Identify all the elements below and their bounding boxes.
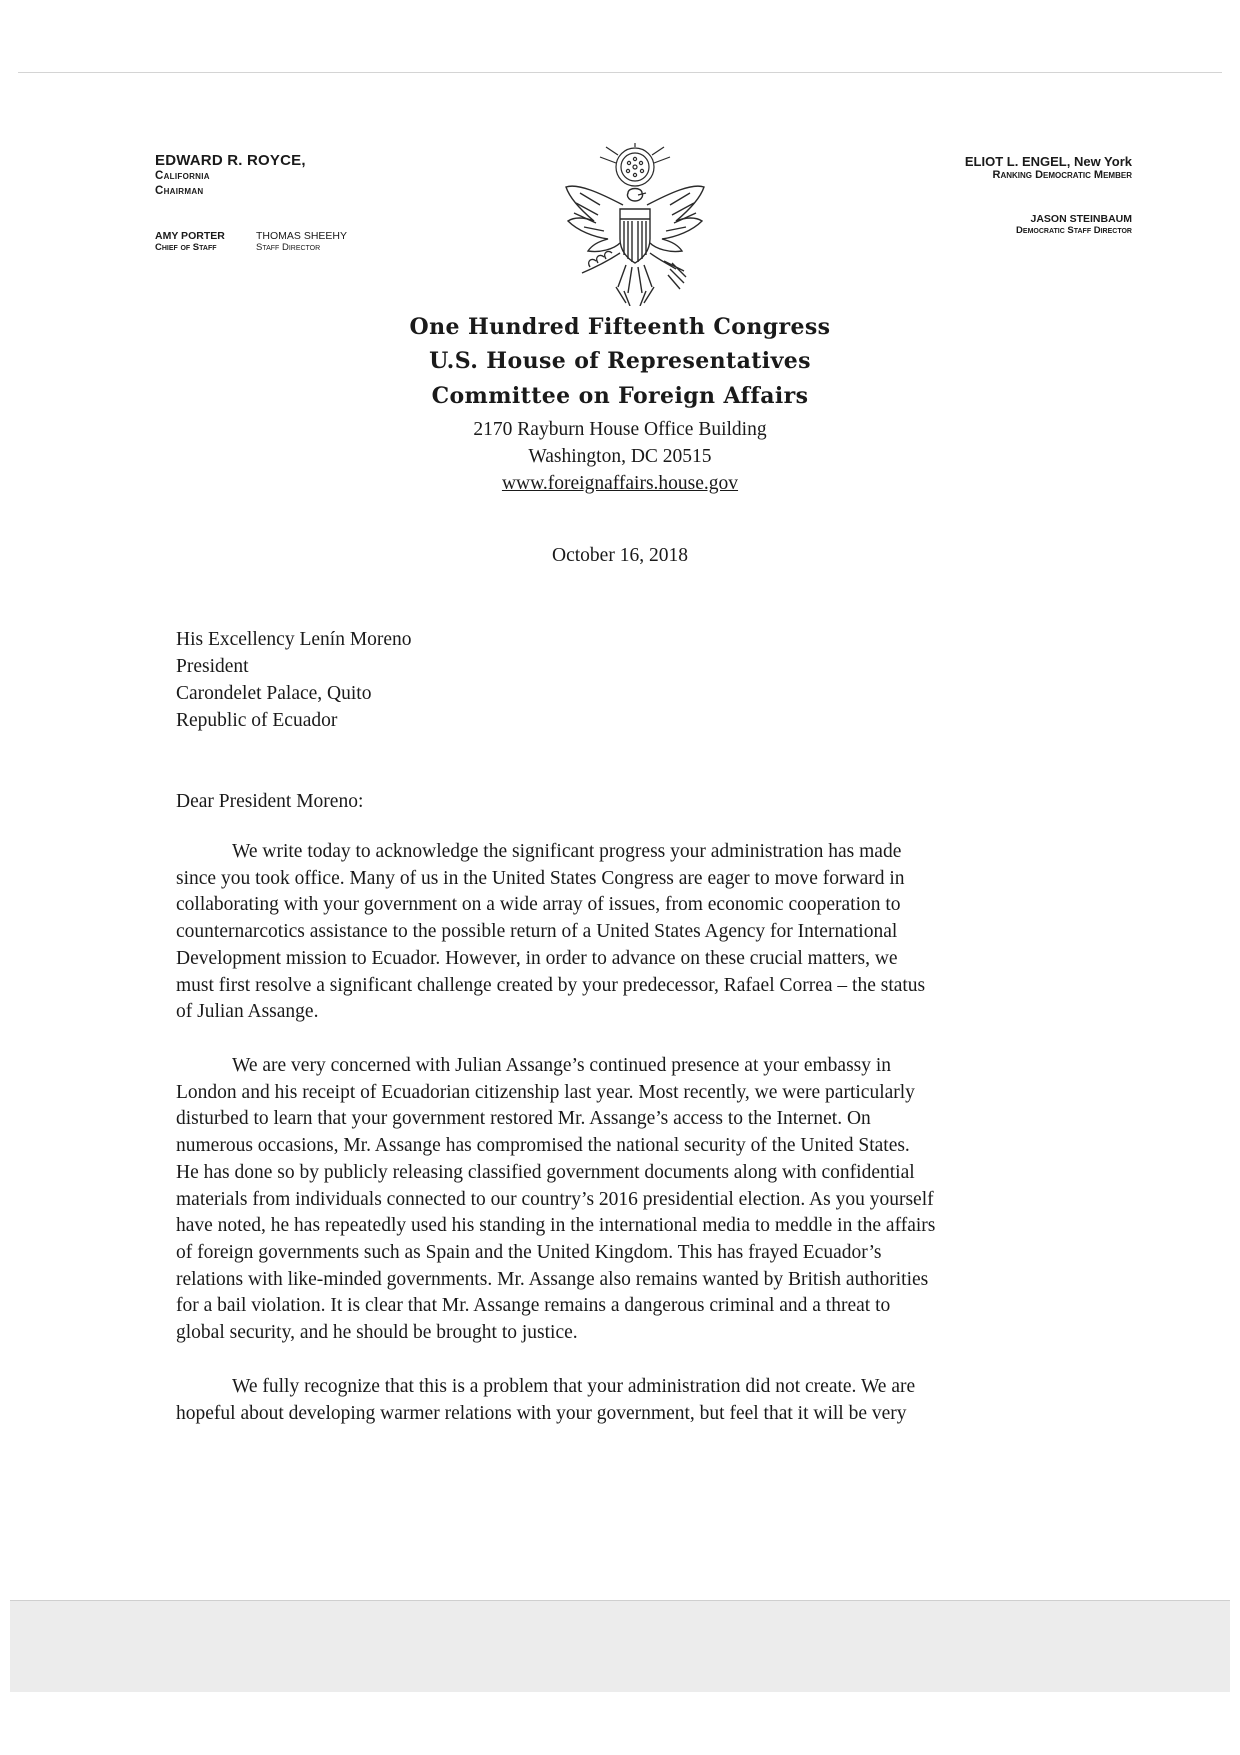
chairman-state: California — [155, 170, 210, 182]
paragraph-line: numerous occasions, Mr. Assange has compromised the national security of the United States. — [176, 1135, 910, 1157]
recipient-line: Republic of Ecuador — [176, 710, 338, 731]
paragraph-line: global security, and he should be brought to justice. — [176, 1322, 578, 1344]
committee-title: Committee on Foreign Affairs — [431, 383, 809, 409]
house-title: U.S. House of Representatives — [429, 348, 811, 374]
paragraph-line: We fully recognize that this is a problem that your administration did not create. We are — [232, 1376, 916, 1397]
paragraph-line: He has done so by publicly releasing classified government documents along with confidential — [176, 1161, 915, 1183]
staff-chief-of-staff — [155, 230, 225, 253]
recipient-line: President — [176, 656, 249, 677]
staff-role: Staff Director — [256, 242, 321, 253]
paragraph-line: disturbed to learn that your government restored Mr. Assange’s access to the Internet. On — [176, 1108, 871, 1130]
staff-name: JASON STEINBAUM — [1030, 213, 1132, 225]
website-link[interactable]: www.foreignaffairs.house.gov — [501, 473, 739, 494]
paragraph-line: must first resolve a significant challenge created by your predecessor, Rafael Correa – the status — [176, 974, 926, 996]
paragraph-line: We are very concerned with Julian Assange’s continued presence at your embassy in — [232, 1055, 892, 1076]
paragraph-line: since you took office. Many of us in the United States Congress are eager to move forward in — [176, 867, 905, 889]
paragraph-line: hopeful about developing warmer relations with your government, but feel that it will be very — [176, 1402, 907, 1424]
paragraph-line: for a bail violation. It is clear that Mr. Assange remains a dangerous criminal and a threat to — [176, 1295, 891, 1317]
salutation: Dear President Moreno: — [176, 791, 364, 812]
staff-name: THOMAS SHEEHY — [256, 230, 348, 242]
body-paragraph-3 — [176, 1374, 1076, 1427]
address-line-2: Washington, DC 20515 — [528, 446, 712, 467]
ranking-member-block — [965, 154, 1132, 181]
chairman-name: EDWARD R. ROYCE, — [155, 152, 306, 169]
paragraph-line: Development mission to Ecuador. However, in order to advance on these crucial matters, we — [176, 947, 898, 969]
paragraph-line: London and his receipt of Ecuadorian citizenship last year. Most recently, we were particularly — [176, 1081, 915, 1103]
ranking-member-title: Ranking Democratic Member — [992, 169, 1132, 181]
paragraph-line: relations with like-minded governments. Mr. Assange also remains wanted by British authorities — [176, 1268, 929, 1290]
paragraph-line: have noted, he has repeatedly used his standing in the international media to meddle in the affairs — [176, 1215, 936, 1237]
ranking-member-name: ELIOT L. ENGEL, New York — [964, 154, 1132, 169]
paragraph-line: counternarcotics assistance to the possible return of a United States Agency for International — [176, 921, 898, 943]
chairman-block — [155, 152, 306, 199]
democratic-staff-block — [1016, 213, 1132, 236]
paragraph-line: We write today to acknowledge the significant progress your administration has made — [232, 841, 902, 862]
paragraph-line: of foreign governments such as Spain and the United Kingdom. This has frayed Ecuador’s — [176, 1241, 882, 1263]
paragraph-line: materials from individuals connected to our country’s 2016 presidential election. As you yourself — [176, 1188, 934, 1210]
congress-title: One Hundred Fifteenth Congress — [409, 314, 831, 340]
body-paragraph-2 — [176, 1053, 1076, 1347]
recipient-address — [176, 626, 412, 734]
paragraph-line: of Julian Assange. — [176, 1001, 319, 1023]
staff-role: Democratic Staff Director — [1016, 225, 1132, 236]
great-seal-emblem-icon — [560, 143, 710, 306]
top-scan-edge — [18, 72, 1222, 73]
body-paragraph-1 — [176, 839, 1076, 1026]
recipient-line: His Excellency Lenín Moreno — [176, 629, 412, 650]
staff-director — [256, 230, 347, 253]
letter-date: October 16, 2018 — [552, 545, 688, 566]
address-line-1: 2170 Rayburn House Office Building — [473, 419, 767, 440]
committee-address — [340, 416, 900, 497]
recipient-line: Carondelet Palace, Quito — [176, 683, 372, 704]
staff-role: Chief of Staff — [155, 242, 217, 253]
chairman-title: Chairman — [155, 185, 204, 197]
bottom-scan-shadow — [10, 1600, 1230, 1692]
staff-name: AMY PORTER — [155, 230, 225, 242]
paragraph-line: collaborating with your government on a wide array of issues, from economic cooperation to — [176, 894, 901, 916]
